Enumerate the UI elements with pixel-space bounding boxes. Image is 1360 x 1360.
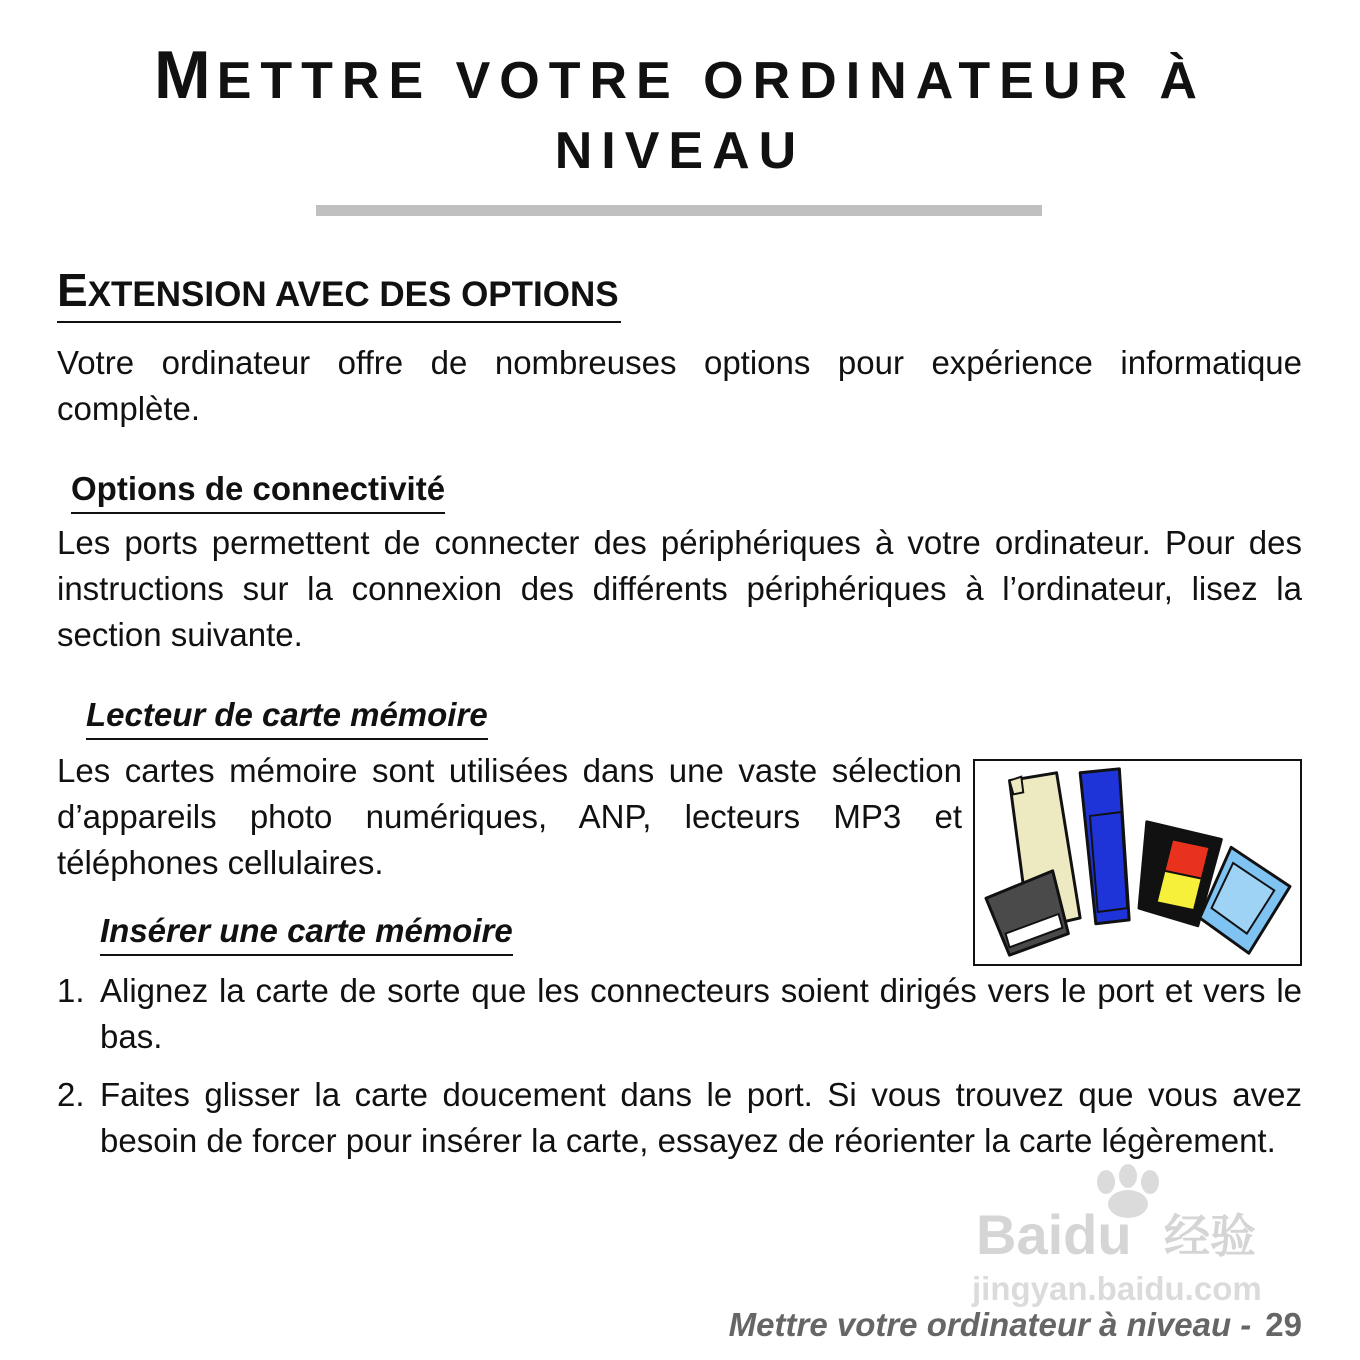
title-divider [316,205,1042,216]
card-reader-paragraph: Les cartes mémoire sont utilisées dans une vaste sélection d’appareils photo numériques, ANP, lecteurs MP3 et téléphones cellulaires. [57,752,962,881]
list-item [57,1072,1302,1164]
title-line-1: ETTRE VOTRE ORDINATEUR À [216,52,1206,110]
step-number: 1. [57,972,85,1009]
footer-chapter: Mettre votre ordinateur à niveau - [728,1306,1252,1343]
intro-paragraph: Votre ordinateur offre de nombreuses options pour expérience informatique complète. [57,344,1302,427]
title-line-2: NIVEAU [554,122,806,180]
memory-cards-illustration-icon [975,761,1300,964]
insert-card-heading: Insérer une carte mémoire [100,908,513,956]
watermark-brand: Baidu [976,1203,1132,1266]
step-number: 2. [57,1076,85,1113]
baidu-watermark [968,1162,1288,1312]
page-title [40,37,1320,186]
connectivity-heading: Options de connectivité [71,466,445,514]
memory-cards-figure [973,759,1302,966]
step-text: Alignez la carte de sorte que les connecteurs soient dirigés vers le port et vers le bas. [100,972,1302,1055]
watermark-brand-cn: 经验 [1164,1209,1256,1263]
title-first-letter: M [154,37,217,113]
card-reader-heading: Lecteur de carte mémoire [86,692,488,740]
connectivity-paragraph: Les ports permettent de connecter des périphériques à votre ordinateur. Pour des instructions sur la connexion des différents périphériques à l’ordinateur, lisez la section suivante. [57,524,1302,653]
section-heading-rest: XTENSION AVEC DES OPTIONS [87,275,619,314]
page-number: 29 [1265,1306,1302,1343]
step-text: Faites glisser la carte doucement dans le port. Si vous trouvez que vous avez besoin de forcer pour insérer la carte, essayez de réorienter la carte légèrement. [100,1076,1302,1159]
list-item [57,968,1302,1060]
page-footer [729,1302,1302,1348]
section-heading [57,264,621,323]
section-heading-first-letter: E [57,264,88,316]
watermark-url: jingyan.baidu.com [972,1270,1262,1307]
insert-steps-list [57,968,1302,1176]
